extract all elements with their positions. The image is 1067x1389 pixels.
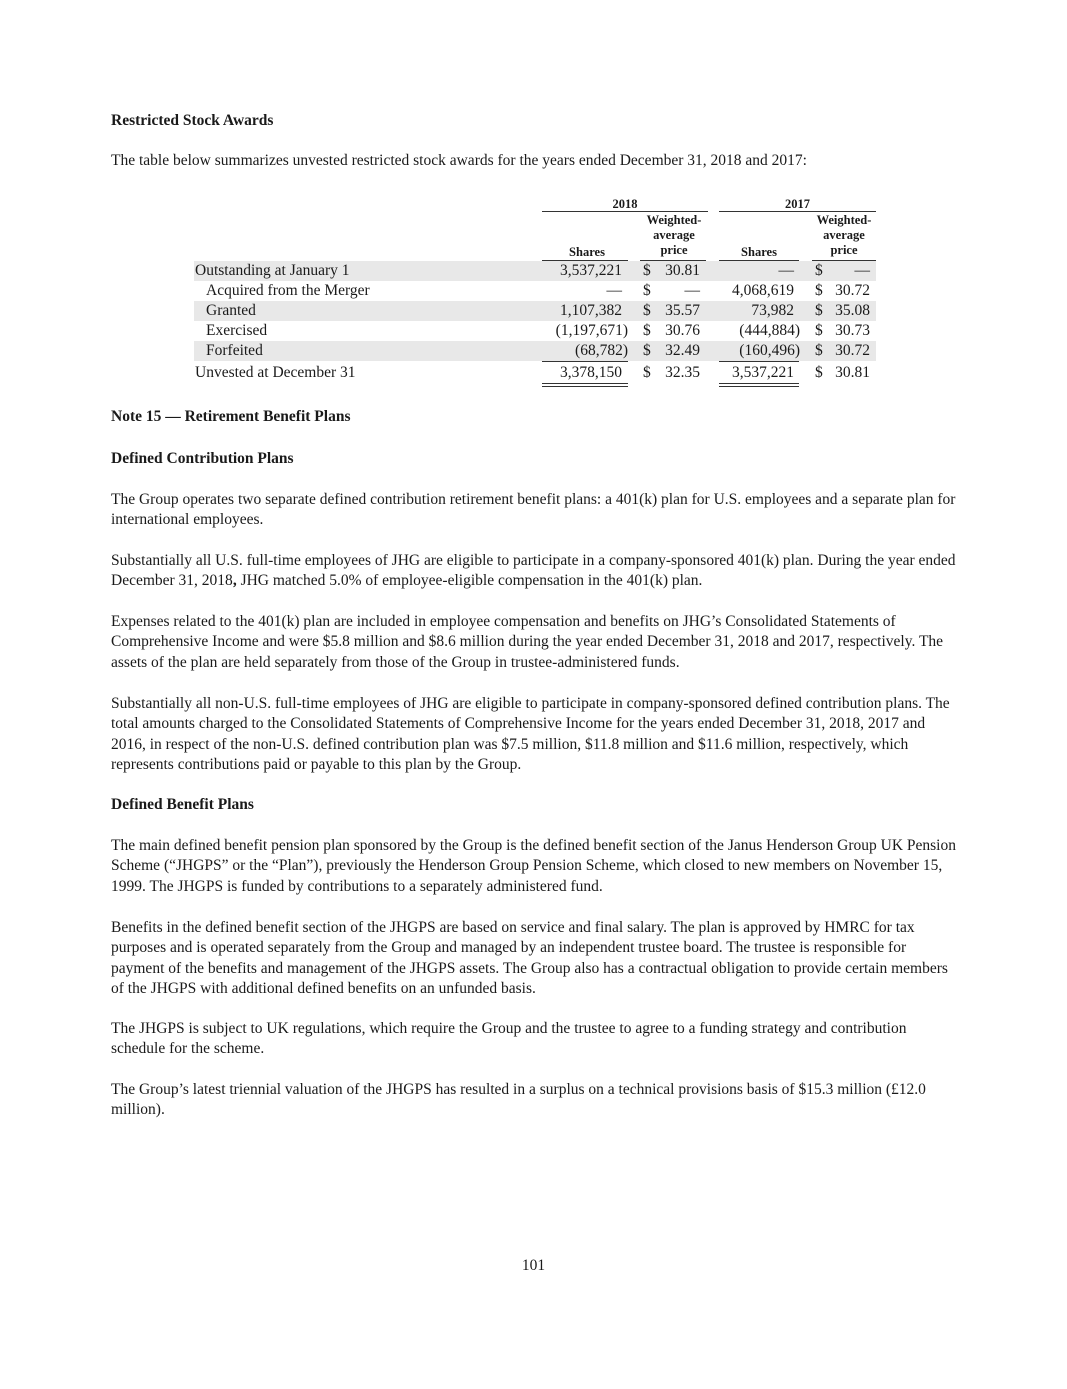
dollar-sign: $ [643,262,651,279]
wap-line-1: Weighted- [816,213,872,227]
price-2018-cell: — [684,282,700,299]
shares-2017-cell: (444,884) [739,322,800,339]
defined-contribution-title: Defined Contribution Plans [111,450,294,467]
dollar-sign: $ [815,322,823,339]
price-2018-cell: 30.81 [665,262,700,279]
dollar-sign: $ [643,282,651,299]
shares-2017-cell: (160,496) [739,342,800,359]
db-paragraph-2: Benefits in the defined benefit section of the JHGPS are based on service and final salary. The plan is approved by HMRC for tax purposes and is operated separately from the Group and managed by an independent trustee board. The trustee is responsible for payment of the benefits and management of the JHGPS assets. The Group also has a contractual obligation to provide certain members of the JHGPS with additional defined benefits on an unfunded basis. [111,919,948,998]
row-label: Exercised [206,322,268,339]
shares-header-2018: Shares [569,245,605,259]
dc-p2-comma: , [232,572,237,590]
dc-paragraph-2 [111,551,961,592]
dc-p2-text: Substantially all U.S. full-time employees of JHG are eligible to participate in a company-sponsored 401(k) plan. During the year ended December 31, 2018 [111,552,956,590]
dollar-sign: $ [815,342,823,359]
price-2018-cell: 32.35 [665,364,700,381]
year-2018-rule [542,211,708,212]
defined-benefit-title: Defined Benefit Plans [111,796,254,813]
shares-2017-cell: 73,982 [751,302,794,319]
shares-2017-cell: 4,068,619 [732,282,794,299]
section-title: Restricted Stock Awards [111,112,274,129]
price-2018-cell: 32.49 [665,342,700,359]
page-number: 101 [521,1257,546,1274]
year-2017-rule [719,211,876,212]
row-label: Outstanding at January 1 [195,262,350,279]
note-15-title: Note 15 — Retirement Benefit Plans [111,408,351,425]
subtotal-rule [542,361,628,362]
db-paragraph-3: The JHGPS is subject to UK regulations, which require the Group and the trustee to agree to a funding strategy and contribution schedule for the scheme. [111,1020,907,1058]
dollar-sign: $ [643,342,651,359]
dollar-sign: $ [643,322,651,339]
shares-header-2017: Shares [741,245,777,259]
shares-2018-cell: (68,782) [575,342,628,359]
shares-2018-cell: 3,378,150 [560,364,622,381]
price-2017-cell: — [854,262,870,279]
year-2018-header: 2018 [612,197,638,211]
shares-2017-cell: 3,537,221 [732,364,794,381]
shares-2018-cell: 3,537,221 [560,262,622,279]
dollar-sign: $ [643,302,651,319]
price-2017-cell: 30.72 [835,342,870,359]
row-label: Acquired from the Merger [206,282,370,299]
total-double-rule [542,383,628,384]
wap-line-3: price [830,243,858,257]
dollar-sign: $ [815,302,823,319]
wap-line-3: price [660,243,688,257]
dollar-sign: $ [815,262,823,279]
row-label: Forfeited [206,342,263,359]
dc-p2-text-end: JHG matched 5.0% of employee-eligible compensation in the 401(k) plan. [236,572,703,590]
shares-2018-cell: — [606,282,622,299]
price-2017-cell: 30.81 [835,364,870,381]
intro-paragraph: The table below summarizes unvested restricted stock awards for the years ended December 31, 2018 and 2017: [111,152,807,169]
dollar-sign: $ [815,364,823,381]
subtotal-rule [719,361,799,362]
db-paragraph-4: The Group’s latest triennial valuation of the JHGPS has resulted in a surplus on a technical provisions basis of $15.3 million (£12.0 million). [111,1081,926,1119]
price-2017-cell: 30.72 [835,282,870,299]
dollar-sign: $ [643,364,651,381]
year-2017-header: 2017 [785,197,810,211]
db-paragraph-1: The main defined benefit pension plan sponsored by the Group is the defined benefit section of the Janus Henderson Group UK Pension Scheme (“JHGPS” or the “Plan”), previously the Henderson Group Pension Scheme, which closed to new members on November 15, 1999. The JHGPS is funded by contributions to a separately administered fund. [111,837,956,895]
wap-header-2017 [810,213,878,258]
wap-line-2: average [823,228,865,242]
shares-2018-cell: (1,197,671) [555,322,628,339]
shares-2018-cell: 1,107,382 [560,302,622,319]
total-double-rule [719,383,799,384]
price-2018-cell: 35.57 [665,302,700,319]
dc-paragraph-4: Substantially all non-U.S. full-time employees of JHG are eligible to participate in company-sponsored defined contribution plans. The total amounts charged to the Consolidated Statements of Comprehensive Income for the years ended December 31, 2018, 2017 and 2016, in respect of the non-U.S. defined contribution plan was $7.5 million, $11.8 million and $11.6 million, respectively, which represents contributions paid or payable to this plan by the Group. [111,695,950,774]
price-2017-cell: 35.08 [835,302,870,319]
row-label: Granted [206,302,256,319]
dollar-sign: $ [815,282,823,299]
wap-line-2: average [653,228,695,242]
row-label: Unvested at December 31 [195,364,356,381]
dc-paragraph-3: Expenses related to the 401(k) plan are included in employee compensation and benefits on JHG’s Consolidated Statements of Comprehensive Income and were $5.8 million and $8.6 million during the year ended December 31, 2018 and 2017, respectively. The assets of the plan are held separately from those of the Group in trustee-administered funds. [111,613,944,671]
shares-2017-cell: — [778,262,794,279]
price-2018-cell: 30.76 [665,322,700,339]
total-double-rule [542,386,628,387]
price-2017-cell: 30.73 [835,322,870,339]
wap-header-2018 [640,213,708,258]
wap-line-1: Weighted- [646,213,702,227]
dc-paragraph-1: The Group operates two separate defined contribution retirement benefit plans: a 401(k) plan for U.S. employees and a separate plan for international employees. [111,491,956,529]
total-double-rule [719,386,799,387]
